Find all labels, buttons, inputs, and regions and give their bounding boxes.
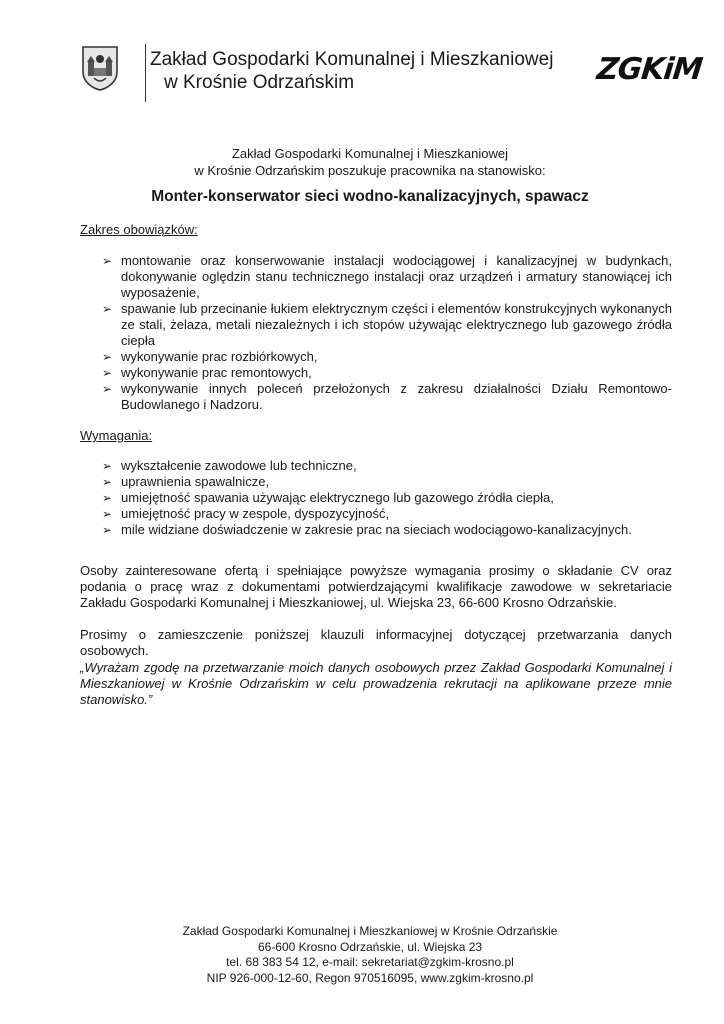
application-instructions: Osoby zainteresowane ofertą i spełniające powyższe wymagania prosimy o składanie CV oraz podania o pracę wraz z dokumentami potwierdzającymi kwalifikacje zawodowe w sekretariacie Zakładu Gospodarki Komunalnej i Mieszkaniowej, ul. Wiejska 23, 66-600 Krosno Odrzańskie. [80, 563, 672, 610]
list-item [80, 490, 672, 506]
requirement-text: umiejętność spawania używając elektrycznego lub gazowego źródła ciepła, [121, 490, 554, 505]
requirements-list [80, 458, 672, 538]
clause-request: Prosimy o zamieszczenie poniższej klauzuli informacyjnej dotyczącej przetwarzania danych osobowych. [80, 627, 672, 658]
list-item [80, 522, 672, 538]
organization-name [150, 48, 553, 94]
coat-of-arms-icon [80, 44, 120, 92]
bullet-arrow-icon: ➢ [102, 366, 113, 380]
bullet-arrow-icon: ➢ [102, 459, 113, 473]
duty-text: montowanie oraz konserwowanie instalacji wodociągowej i kanalizacyjnej w budynkach, dokonywanie oględzin stanu technicznego instalacji oraz urządzeń i armatury stanowiącej ich wyposażenie, [121, 253, 672, 300]
duty-text: wykonywanie innych poleceń przełożonych z zakresu działalności Działu Remontowo-Budowlanego i Nadzoru. [121, 381, 672, 412]
list-item [80, 349, 672, 365]
duties-heading: Zakres obowiązków: [80, 222, 198, 237]
footer-line-ids: NIP 926-000-12-60, Regon 970516095, www.zgkim-krosno.pl [206, 970, 534, 985]
bullet-arrow-icon: ➢ [102, 254, 113, 268]
footer-line-contact: tel. 68 383 54 12, e-mail: sekretariat@zgkim-krosno.pl [226, 955, 514, 969]
bullet-arrow-icon: ➢ [102, 507, 113, 521]
bullet-arrow-icon: ➢ [102, 475, 113, 489]
list-item [80, 253, 672, 301]
requirement-text: umiejętność pracy w zespole, dyspozycyjność, [121, 506, 390, 521]
intro-line1: Zakład Gospodarki Komunalnej i Mieszkaniowej [231, 146, 509, 161]
list-item [80, 301, 672, 349]
position-title: Monter-konserwator sieci wodno-kanalizacyjnych, spawacz [151, 188, 589, 205]
duty-text: wykonywanie prac remontowych, [121, 365, 312, 380]
requirements-heading: Wymagania: [80, 428, 153, 443]
bullet-arrow-icon: ➢ [102, 491, 113, 505]
footer-line-name: Zakład Gospodarki Komunalnej i Mieszkaniowej w Krośnie Odrzańskie [182, 924, 558, 938]
requirement-text: uprawnienia spawalnicze, [121, 474, 270, 489]
list-item [80, 458, 672, 474]
list-item [80, 365, 672, 381]
list-item [80, 506, 672, 522]
org-name-line2: w Krośnie Odrzańskim [164, 72, 355, 93]
duty-text: spawanie lub przecinanie łukiem elektrycznym części i elementów konstrukcyjnych wykonanych ze stali, żelaza, metali niezależnych i ich stopów używając elektrycznego lub gazowego źródła ciepła [121, 301, 672, 348]
intro-line2: w Krośnie Odrzańskim poszukuje pracownika na stanowisko: [194, 163, 546, 178]
bullet-arrow-icon: ➢ [102, 350, 113, 364]
org-name-line1: Zakład Gospodarki Komunalnej i Mieszkaniowej [150, 49, 554, 70]
duties-list [80, 253, 672, 413]
requirement-text: mile widziane doświadczenie w zakresie prac na sieciach wodociągowo-kanalizacyjnych. [121, 522, 632, 537]
requirement-text: wykształcenie zawodowe lub techniczne, [121, 458, 357, 473]
bullet-arrow-icon: ➢ [102, 523, 113, 537]
list-item [80, 474, 672, 490]
zgkim-logo: ZGKiM [595, 52, 704, 87]
header-divider [145, 44, 146, 102]
list-item [80, 381, 672, 413]
consent-clause: „Wyrażam zgodę na przetwarzanie moich danych osobowych przez Zakład Gospodarki Komunalnej i Mieszkaniowej w Krośnie Odrzańskim w celu prowadzenia rekrutacji na aplikowane przeze mnie stanowisko.” [80, 660, 672, 707]
bullet-arrow-icon: ➢ [102, 302, 113, 316]
footer-line-address: 66-600 Krosno Odrzańskie, ul. Wiejska 23 [257, 939, 483, 954]
intro-text [80, 145, 660, 179]
duty-text: wykonywanie prac rozbiórkowych, [121, 349, 318, 364]
footer-contact [80, 924, 660, 986]
bullet-arrow-icon: ➢ [102, 382, 113, 396]
